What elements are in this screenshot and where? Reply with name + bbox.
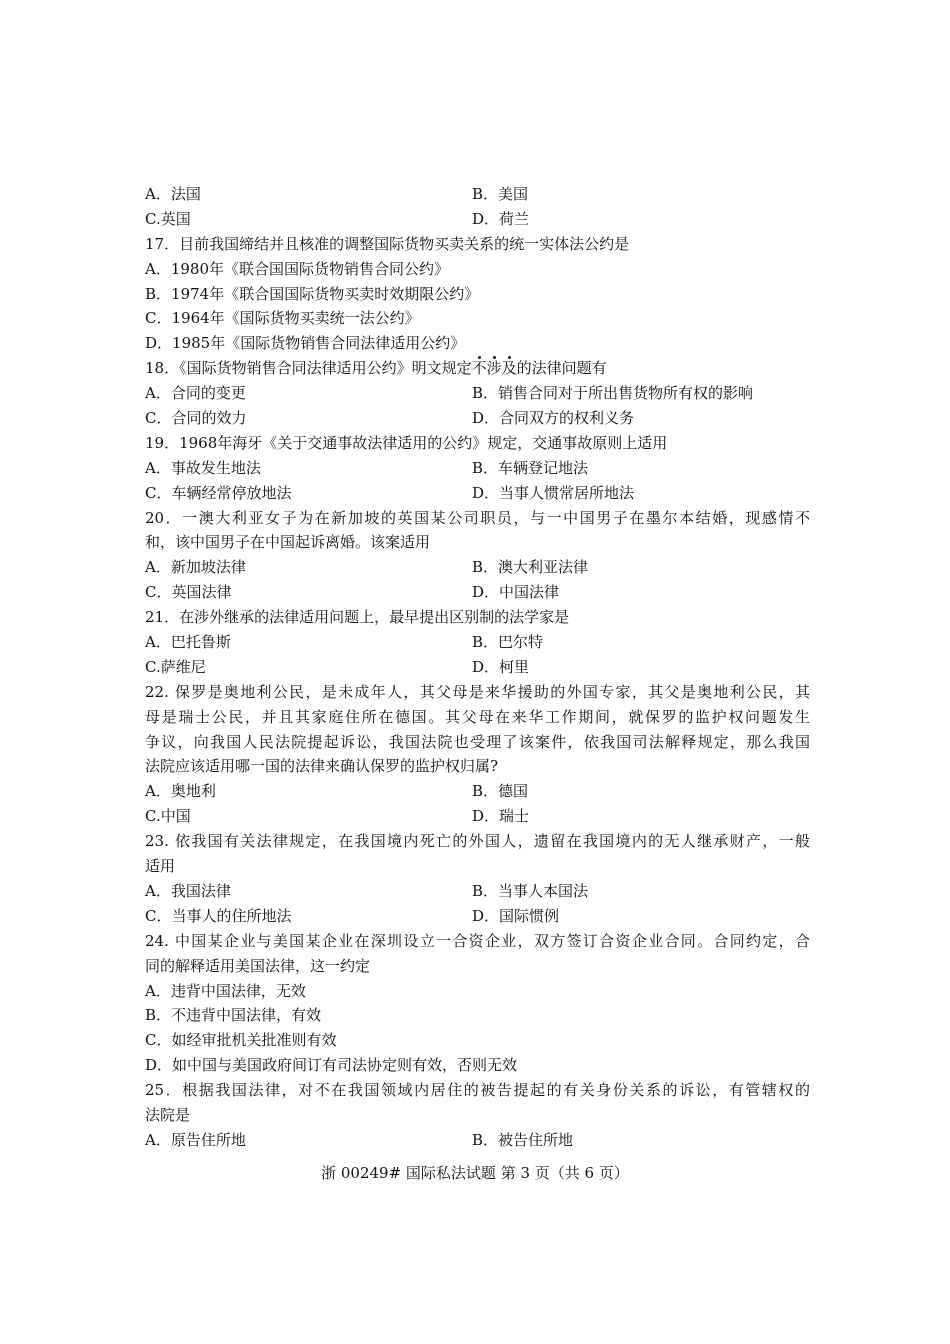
answer-option-row xyxy=(145,207,810,232)
text-line: D．如中国与美国政府间订有司法协定则有效，否则无效 xyxy=(145,1056,518,1075)
page-footer: 浙 00249# 国际私法试题 第 3 页（共 6 页） xyxy=(321,1164,629,1182)
option-right: D．柯里 xyxy=(472,657,530,676)
text-line: A．违背中国法律，无效 xyxy=(145,981,306,1000)
emphasized-text: 不涉及 xyxy=(472,359,517,377)
option-left: C.中国 xyxy=(145,807,191,826)
option-right: B．巴尔特 xyxy=(472,633,544,652)
option-left: A．法国 xyxy=(145,185,201,203)
answer-option-row xyxy=(145,406,810,431)
exam-page-body xyxy=(145,182,810,1153)
text-line: 17．目前我国缔结并且核准的调整国际货物买卖关系的统一实体法公约是 xyxy=(145,234,630,253)
option-left: C．合同的效力 xyxy=(145,409,247,428)
answer-option-row xyxy=(145,630,810,655)
option-right: D．荷兰 xyxy=(472,209,530,228)
option-right: B．车辆登记地法 xyxy=(472,458,589,477)
text-line: 同的解释适用美国法律，这一约定 xyxy=(145,956,371,975)
option-left: C.萨维尼 xyxy=(145,657,206,676)
option-right: D．当事人惯常居所地法 xyxy=(472,483,635,502)
text-line: 22. 保罗是奥地利公民，是未成年人，其父母是来华援助的外国专家，其父是奥地利公民，其 xyxy=(145,682,810,701)
option-left: A．奥地利 xyxy=(145,782,216,801)
option-left: A．事故发生地法 xyxy=(145,458,261,477)
text-line: 法院应该适用哪一国的法律来确认保罗的监护权归属? xyxy=(145,757,499,776)
option-right: D．国际惯例 xyxy=(472,906,560,925)
answer-option-row xyxy=(145,904,810,929)
text-line: D．1985年《国际货物销售合同法律适用公约》 xyxy=(145,334,466,353)
emphasis-dot xyxy=(478,356,481,359)
answer-option-row xyxy=(145,182,810,207)
answer-option-row xyxy=(145,1128,810,1153)
answer-option-row xyxy=(145,804,810,829)
text-line: 18．《国际货物销售合同法律适用公约》明文规定不涉及 的法律问题有 xyxy=(145,356,810,381)
text-line: 24. 中国某企业与美国某企业在深圳设立一合资企业，双方签订合资企业合同。合同约定，合 xyxy=(145,931,810,950)
text-line: C．如经审批机关批准则有效 xyxy=(145,1031,337,1050)
text-line: 法院是 xyxy=(145,1105,191,1124)
text-line: B．不违背中国法律，有效 xyxy=(145,1006,322,1025)
text-line: 20．一澳大利亚女子为在新加坡的英国某公司职员，与一中国男子在墨尔本结婚，现感情不 xyxy=(145,508,810,527)
option-right: D．合同双方的权利义务 xyxy=(472,409,635,428)
option-left: A．我国法律 xyxy=(145,881,231,900)
answer-option-row xyxy=(145,655,810,680)
text-line: C．1964年《国际货物买卖统一法公约》 xyxy=(145,309,420,328)
answer-option-row xyxy=(145,481,810,506)
text-line: 母是瑞士公民，并且其家庭住所在德国。其父母在来华工作期间，就保罗的监护权问题发生 xyxy=(145,707,810,726)
text-line: 21．在涉外继承的法律适用问题上，最早提出区别制的法学家是 xyxy=(145,608,570,627)
emphasis-dot xyxy=(493,356,496,359)
option-right: D．瑞士 xyxy=(472,807,530,826)
option-right: B．被告住所地 xyxy=(472,1130,574,1149)
answer-option-row xyxy=(145,580,810,605)
text-line: 争议，向我国人民法院提起诉讼，我国法院也受理了该案件，依我国司法解释规定，那么我国 xyxy=(145,732,810,751)
option-right: B．德国 xyxy=(472,782,529,801)
option-left: C．英国法律 xyxy=(145,583,232,602)
answer-option-row xyxy=(145,779,810,804)
answer-option-row xyxy=(145,879,810,904)
option-left: A．新加坡法律 xyxy=(145,558,246,577)
option-left: A．原告住所地 xyxy=(145,1130,246,1149)
option-right: B．销售合同对于所出售货物所有权的影响 xyxy=(472,384,754,403)
text-line: 和，该中国男子在中国起诉离婚。该案适用 xyxy=(145,533,431,552)
answer-option-row xyxy=(145,381,810,406)
text-line: B．1974年《联合国国际货物买卖时效期限公约》 xyxy=(145,284,480,303)
option-right: D．中国法律 xyxy=(472,583,560,602)
option-left: C．当事人的住所地法 xyxy=(145,906,292,925)
text-line: 适用 xyxy=(145,857,176,876)
option-right: B．美国 xyxy=(472,185,529,203)
option-right: B．当事人本国法 xyxy=(472,881,589,900)
option-left: A．合同的变更 xyxy=(145,384,246,403)
text-line: 23. 依我国有关法律规定，在我国境内死亡的外国人，遗留在我国境内的无人继承财产，一般 xyxy=(145,832,810,851)
text-line: A．1980年《联合国国际货物销售合同公约》 xyxy=(145,259,450,278)
text-line: 19．1968年海牙《关于交通事故法律适用的公约》规定，交通事故原则上适用 xyxy=(145,433,668,452)
text-line: 25．根据我国法律，对不在我国领域内居住的被告提起的有关身份关系的诉讼，有管辖权的 xyxy=(145,1081,810,1100)
option-left: C.英国 xyxy=(145,209,191,228)
answer-option-row xyxy=(145,456,810,481)
option-left: C．车辆经常停放地法 xyxy=(145,483,292,502)
emphasis-dot xyxy=(508,356,511,359)
answer-option-row xyxy=(145,555,810,580)
option-left: A．巴托鲁斯 xyxy=(145,633,231,652)
option-right: B．澳大利亚法律 xyxy=(472,558,589,577)
